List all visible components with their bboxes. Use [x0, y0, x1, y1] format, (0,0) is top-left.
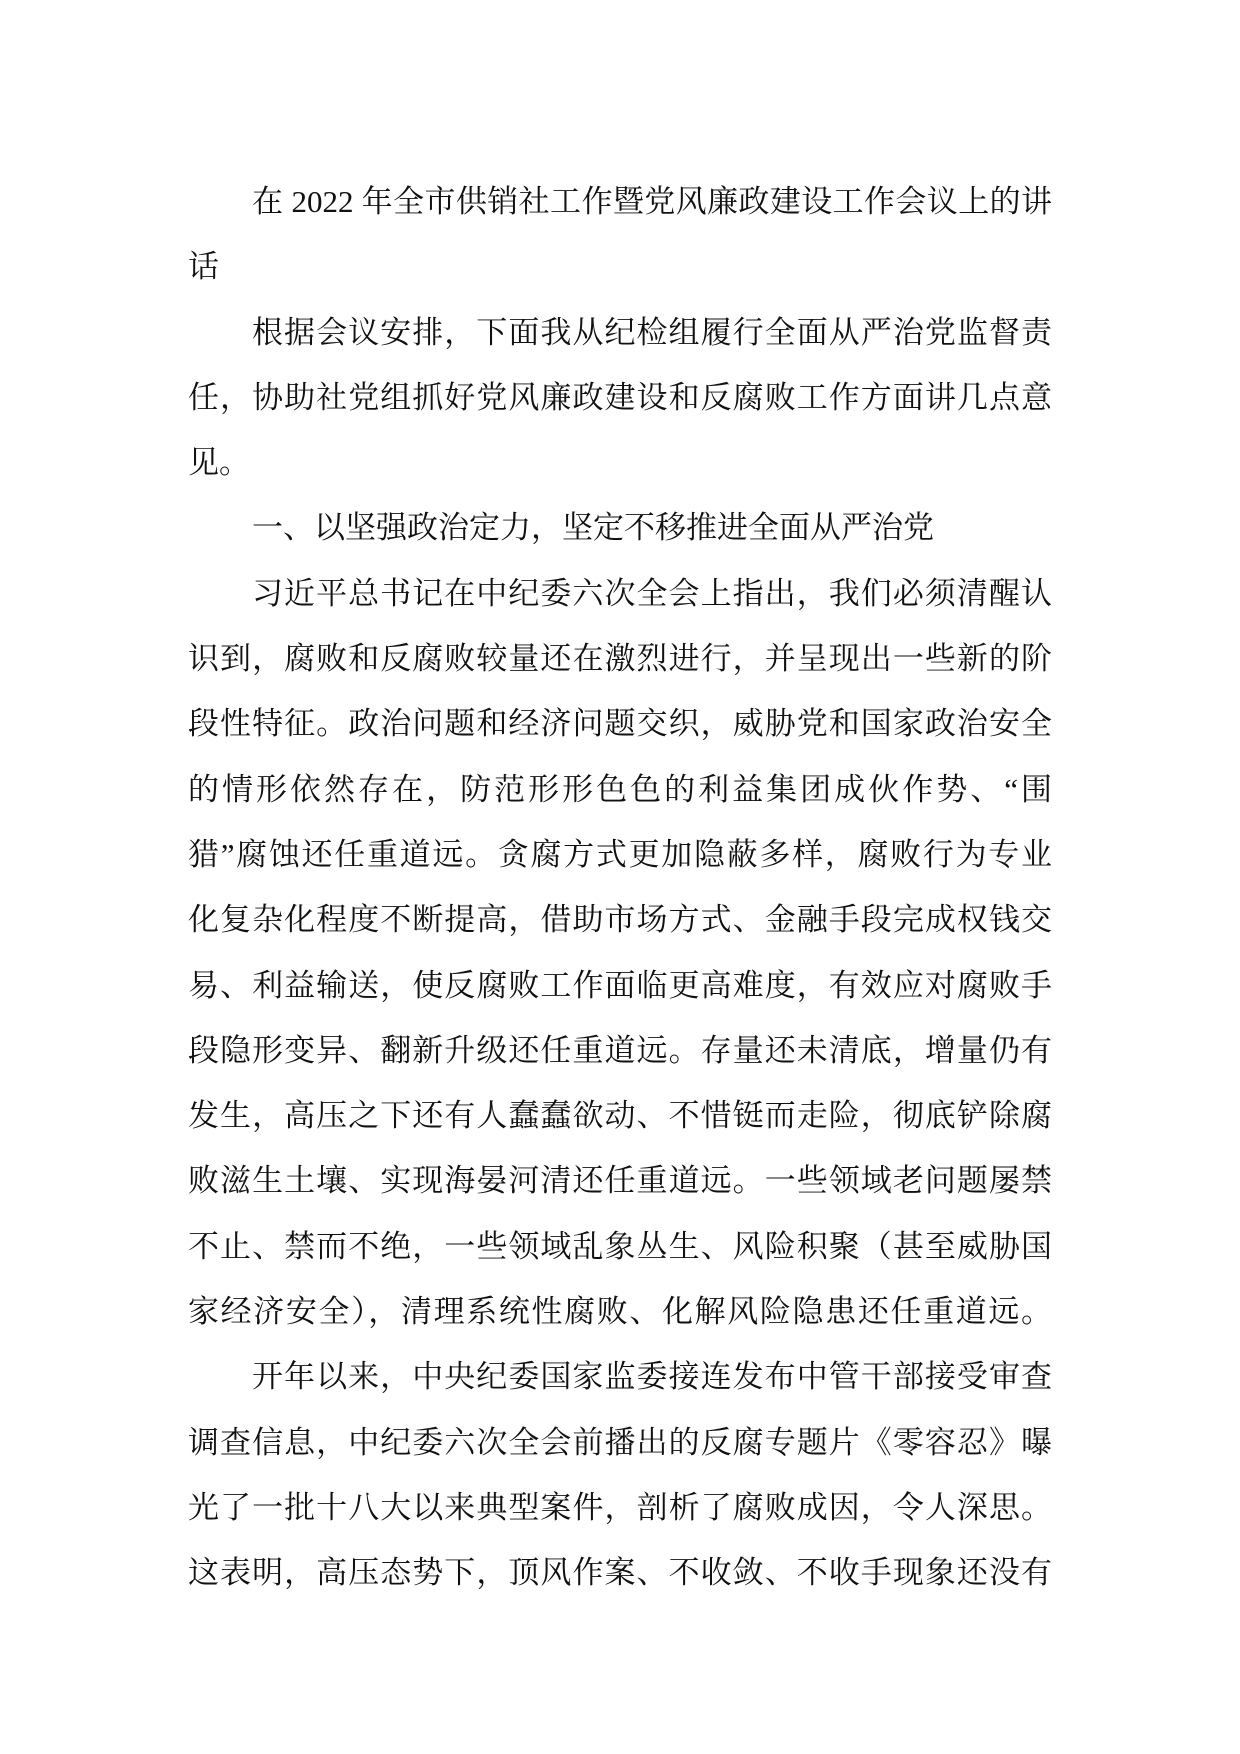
paragraph-line: 光了一批十八大以来典型案件，剖析了腐败成因，令人深思。: [188, 1489, 1052, 1525]
paragraph-line: 根据会议安排，下面我从纪检组履行全面从严治党监督责: [252, 314, 1052, 350]
paragraph-line: 习近平总书记在中纪委六次全会上指出，我们必须清醒认: [252, 575, 1052, 611]
paragraph-line: 开年以来，中央纪委国家监委接连发布中管干部接受审查: [252, 1359, 1052, 1395]
intro-paragraph: [188, 300, 1052, 496]
title-line: 在 2022 年全市供销社工作暨党风廉政建设工作会议上的讲: [252, 184, 1052, 219]
paragraph-line: 见。: [188, 445, 250, 481]
title-line: 话: [188, 249, 219, 285]
paragraph-line: 识到，腐败和反腐败较量还在激烈进行，并呈现出一些新的阶: [188, 641, 1052, 677]
body-paragraph: [188, 561, 1052, 1345]
paragraph-line: 化复杂化程度不断提高，借助市场方式、金融手段完成权钱交: [188, 902, 1052, 938]
section-heading: 一、以坚强政治定力，坚定不移推进全面从严治党: [252, 510, 934, 546]
paragraph-line: 调查信息，中纪委六次全会前播出的反腐专题片《零容忍》曝: [188, 1424, 1052, 1460]
paragraph-line: 猎”腐蚀还任重道远。贪腐方式更加隐蔽多样，腐败行为专业: [188, 836, 1052, 872]
document-title: [188, 169, 1052, 300]
paragraph-line: 任，协助社党组抓好党风廉政建设和反腐败工作方面讲几点意: [188, 379, 1052, 415]
paragraph-line: 这表明，高压态势下，顶风作案、不收敛、不收手现象还没有: [188, 1555, 1052, 1591]
paragraph-line: 发生，高压之下还有人蠢蠢欲动、不惜铤而走险，彻底铲除腐: [188, 1098, 1052, 1134]
document-body: [188, 169, 1052, 1606]
paragraph-line: 易、利益输送，使反腐败工作面临更高难度，有效应对腐败手: [188, 967, 1052, 1003]
paragraph-line: 段性特征。政治问题和经济问题交织，威胁党和国家政治安全: [188, 706, 1052, 742]
body-paragraph: [188, 1344, 1052, 1605]
paragraph-line: 不止、禁而不绝，一些领域乱象丛生、风险积聚（甚至威胁国: [188, 1228, 1052, 1264]
paragraph-line: 败滋生土壤、实现海晏河清还任重道远。一些领域老问题屡禁: [188, 1163, 1052, 1199]
paragraph-line: 的情形依然存在，防范形形色色的利益集团成伙作势、“围: [188, 771, 1052, 807]
paragraph-line: 段隐形变异、翻新升级还任重道远。存量还未清底，增量仍有: [188, 1032, 1052, 1068]
paragraph-line: 家经济安全），清理系统性腐败、化解风险隐患还任重道远。: [188, 1294, 1052, 1330]
